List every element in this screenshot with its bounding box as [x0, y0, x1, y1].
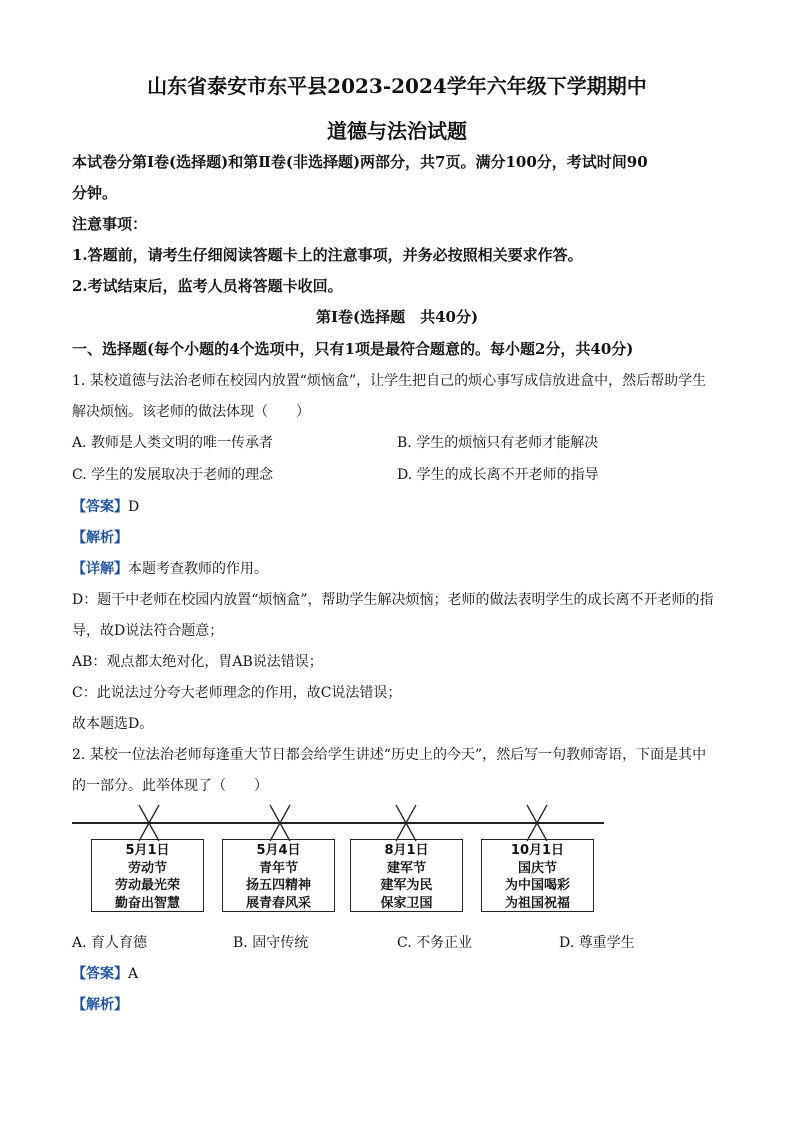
box-holiday: 劳动节 — [127, 860, 167, 876]
q1-answer-label: 【答案】 — [72, 499, 128, 515]
timeline-box-youth-day — [222, 839, 335, 912]
q2-answer — [72, 963, 138, 983]
q2-stem-line2: 的一部分。此举体现了（ ） — [72, 778, 268, 794]
timeline-cross-marker-2 — [269, 804, 291, 842]
q2-option-d: D. 尊重学生 — [559, 935, 635, 951]
q2-stem-line1: 2. 某校一位法治老师每逢重大节日都会给学生讲述“历史上的今天”，然后写一句教师寄语，下面是其中 — [72, 747, 707, 763]
q1-conclusion: 故本题选D。 — [72, 716, 154, 732]
part-title: 第Ⅰ卷(选择题 共40分) — [315, 308, 479, 326]
box-motto-2: 展青春风采 — [245, 895, 311, 911]
timeline-cross-marker-3 — [395, 804, 417, 842]
q1-option-b: B. 学生的烦恼只有老师才能解决 — [397, 435, 599, 451]
q1-option-c: C. 学生的发展取决于老师的理念 — [72, 467, 274, 483]
q2-option-c: C. 不务正业 — [397, 935, 473, 951]
q1-detail — [72, 558, 268, 578]
box-date: 10月1日 — [510, 843, 565, 858]
timeline-box-national-day — [481, 839, 594, 912]
q1-stem-line1: 1. 某校道德与法治老师在校园内放置“烦恼盒”，让学生把自己的烦心事写成信放进盒中，然后帮助学生 — [72, 373, 707, 389]
q1-analysis-text: 【解析】 — [72, 530, 128, 546]
box-holiday: 国庆节 — [517, 860, 557, 876]
timeline-box-labor-day — [91, 839, 204, 912]
intro-line1: 本试卷分第Ⅰ卷(选择题)和第Ⅱ卷(非选择题)两部分，共7页。满分100分，考试时间90 — [72, 153, 648, 171]
q2-answer-label: 【答案】 — [72, 966, 128, 982]
q1-detail-label: 【详解】 — [72, 561, 128, 577]
q1-answer-value: D — [128, 499, 140, 515]
section-heading: 一、选择题(每个小题的4个选项中，只有1项是最符合题意的。每小题2分，共40分) — [72, 340, 634, 358]
box-motto-2: 保家卫国 — [380, 895, 433, 911]
timeline-box-army-day — [350, 839, 463, 912]
box-holiday: 建军节 — [386, 860, 426, 876]
intro-line2: 分钟。 — [72, 184, 118, 202]
box-motto-1: 为中国喝彩 — [504, 878, 570, 893]
timeline-cross-marker-4 — [526, 804, 548, 842]
q1-explanation-ab: AB：观点都太绝对化，胃AB说法错误； — [72, 654, 323, 670]
q1-analysis-label — [72, 527, 128, 547]
q2-option-b: B. 固守传统 — [233, 935, 309, 951]
q1-option-a: A. 教师是人类文明的唯一传承者 — [72, 435, 274, 451]
box-date: 5月4日 — [256, 843, 301, 858]
q1-detail-text: 本题考查教师的作用。 — [128, 561, 268, 577]
box-date: 5月1日 — [125, 843, 170, 858]
box-date: 8月1日 — [384, 843, 429, 858]
q1-stem-line2: 解决烦恼。该老师的做法体现（ ） — [72, 404, 310, 420]
q2-analysis-text: 【解析】 — [72, 997, 128, 1013]
q2-answer-value: A — [128, 966, 139, 982]
q1-explanation-d-line1: D：题干中老师在校园内放置“烦恼盒”，帮助学生解决烦恼；老师的做法表明学生的成长离不开老师的指 — [72, 592, 714, 608]
q2-option-a: A. 育人育德 — [72, 935, 148, 951]
notice-item-1: 1.答题前，请考生仔细阅读答题卡上的注意事项，并务必按照相关要求作答。 — [72, 246, 583, 264]
q1-option-d: D. 学生的成长离不开老师的指导 — [397, 467, 599, 483]
box-motto-2: 为祖国祝福 — [504, 895, 570, 911]
box-motto-1: 劳动最光荣 — [114, 878, 180, 893]
timeline-cross-marker-1 — [138, 804, 160, 842]
q1-explanation-c: C：此说法过分夸大老师理念的作用，故C说法错误； — [72, 685, 402, 701]
box-motto-2: 勤奋出智慧 — [114, 895, 180, 911]
q1-answer — [72, 496, 139, 516]
notice-item-2: 2.考试结束后，监考人员将答题卡收回。 — [72, 277, 343, 295]
q2-analysis-label — [72, 994, 128, 1014]
exam-title-line1: 山东省泰安市东平县2023-2024学年六年级下学期期中 — [147, 74, 647, 98]
box-motto-1: 扬五四精神 — [245, 878, 311, 893]
box-holiday: 青年节 — [258, 860, 298, 876]
notice-heading: 注意事项： — [72, 215, 148, 233]
exam-title-line2: 道德与法治试题 — [327, 119, 467, 143]
box-motto-1: 建军为民 — [380, 878, 433, 893]
q1-explanation-d-line2: 导，故D说法符合题意； — [72, 623, 224, 639]
